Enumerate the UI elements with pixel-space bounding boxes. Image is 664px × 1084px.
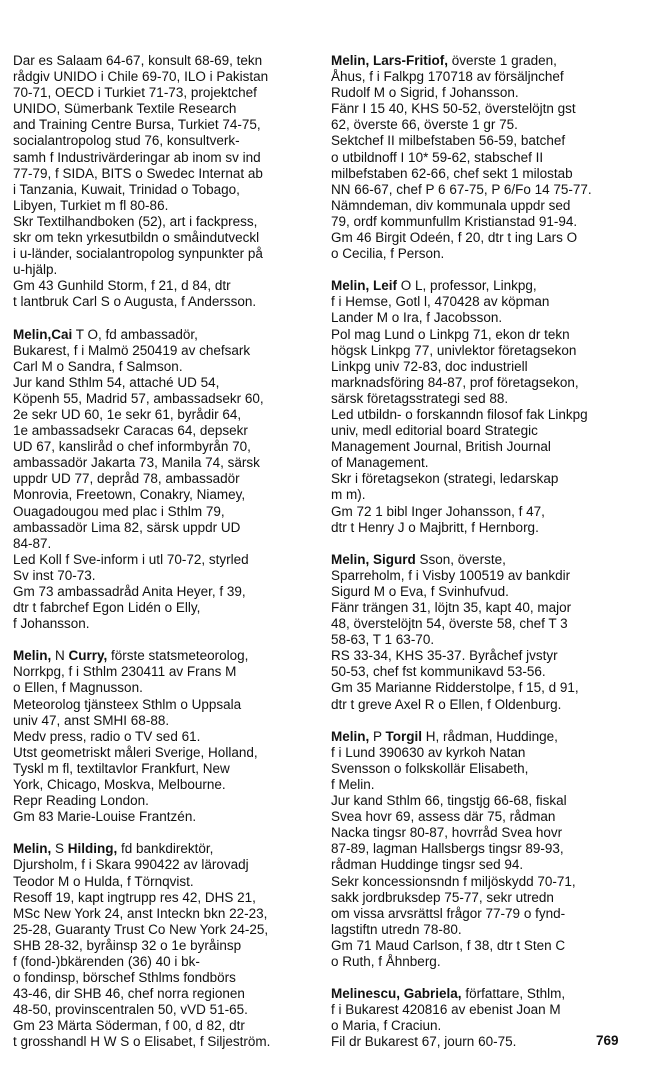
entry-surname: Melin, (331, 728, 370, 744)
entry-line: Djursholm, f i Skara 990422 av lärovadj (13, 857, 249, 873)
entry-heading-rest: H, rådman, Huddinge, (422, 728, 558, 744)
entry-line: 1e ambassadsekr Caracas 64, depsekr (13, 423, 248, 439)
entry-line: Repr Reading London. (13, 793, 149, 809)
entry-line: i u-länder, socialantropolog synpunkter på (13, 246, 263, 262)
entry-line: dtr t greve Axel R o Ellen, f Oldenburg. (331, 696, 562, 712)
entry-heading (13, 648, 313, 664)
entry-line: Gm 43 Gunhild Storm, f 21, d 84, dtr (13, 278, 231, 294)
entry-line: Fänr trängen 31, löjtn 35, kapt 40, major (331, 600, 572, 615)
entry-line: Lander M o Ira, f Jacobsson. (331, 310, 503, 326)
entry-heading (331, 552, 631, 568)
entry-line: o fondinsp, börschef Sthlms fondbörs (13, 970, 236, 986)
entry-line: f i Bukarest 420816 av ebenist Joan M (331, 1002, 561, 1018)
entry-line: f i Lund 390630 av kyrkoh Natan (331, 744, 526, 760)
entry-line: särsk företagsstrategi sed 88. (331, 390, 509, 406)
entry-line: o Cecilia, f Person. (331, 246, 445, 262)
entry-line: 87-89, lagman Hallsbergs tingsr 89-93, (331, 841, 564, 857)
entry-line: 2e sekr UD 60, 1e sekr 61, byrådir 64, (13, 406, 242, 422)
entry-line: Gm 73 ambassadråd Anita Heyer, f 39, (13, 584, 246, 599)
entry-heading (13, 327, 313, 343)
entry-line: Gm 35 Marianne Ridderstolpe, f 15, d 91, (331, 680, 579, 696)
entry-line: t lantbruk Carl S o Augusta, f Andersson. (13, 294, 257, 310)
entry-line: uppdr UD 77, depråd 78, ambassadör (13, 471, 240, 487)
entry-line: Linkpg univ 72-83, doc industriell (331, 358, 528, 374)
entry-line: Norrkpg, f i Sthlm 230411 av Frans M (13, 664, 237, 680)
entry-line: om vissa arvsrättsl frågor 77-79 o fynd- (331, 905, 566, 921)
entry-line: ambassadör Jakarta 73, Manila 74, särsk (13, 455, 260, 471)
entry-line: Resoff 19, kapt ingtrupp res 42, DHS 21, (13, 889, 256, 905)
entry-line: Sigurd M o Eva, f Svinhufvud. (331, 583, 509, 599)
entry-line: Fil dr Bukarest 67, journ 60-75. (331, 1034, 517, 1050)
entry-heading (331, 278, 631, 294)
right-column (331, 53, 631, 1066)
entry-melin-curry (13, 648, 313, 825)
entry-line: MSc New York 24, anst Inteckn bkn 22-23, (13, 905, 268, 921)
entry-line: rådman Huddinge tingsr sed 94. (331, 857, 524, 873)
page-number: 769 (596, 1033, 619, 1048)
entry-line: m m). (331, 487, 366, 503)
entry-line: Rudolf M o Sigrid, f Johansson. (331, 85, 519, 101)
entry-line: Fänr I 15 40, KHS 50-52, överstelöjtn gst (331, 101, 576, 117)
entry-line: i Tanzania, Kuwait, Trinidad o Tobago, (13, 181, 240, 197)
entry-line: u-hjälp. (13, 262, 58, 278)
entry-line: Gm 46 Birgit Odeén, f 20, dtr t ing Lars O (331, 230, 578, 246)
entry-line: RS 33-34, KHS 35-37. Byråchef jvstyr (331, 648, 558, 664)
entry-line: UD 67, kansliråd o chef informbyrån 70, (13, 439, 251, 455)
entry-line: o Ruth, f Åhnberg. (331, 953, 441, 969)
entry-heading-rest: O L, professor, Linkpg, (397, 278, 537, 294)
entry-line: UNIDO, Sümerbank Textile Research (13, 101, 237, 117)
entry-line: f (fond-)bkärenden (36) 40 i bk- (13, 953, 200, 969)
entry-line: skr om tekn yrkesutbildn o småindutveckl (13, 230, 260, 246)
entry-line: t grosshandl H W S o Elisabet, f Siljeström. (13, 1034, 271, 1050)
entry-line: Libyen, Turkiet m fl 80-86. (13, 197, 169, 213)
entry-given-name: Hilding, (67, 841, 118, 857)
entry-line: socialantropolog stud 76, konsultverk- (13, 133, 240, 149)
entry-line: Sekr koncessionsndn f miljöskydd 70-71, (331, 873, 576, 889)
entry-melin-leif (331, 278, 631, 536)
entry-line: Led Koll f Sve-inform i utl 70-72, styrled (13, 551, 249, 567)
entry-line: f Johansson. (13, 616, 90, 632)
entry-line: Jur kand Sthlm 54, attaché UD 54, (13, 374, 220, 390)
entry-line: o Maria, f Craciun. (331, 1018, 442, 1034)
entry-line: Skr Textilhandboken (52), art i fackpress, (13, 213, 258, 229)
entry-line: Nämndeman, div kommunala uppdr sed (331, 197, 571, 213)
entry-line: 84-87. (13, 535, 52, 551)
entry-line: Jur kand Sthlm 66, tingstjg 66-68, fiskal (331, 793, 567, 809)
entry-line: Dar es Salaam 64-67, konsult 68-69, tekn (13, 53, 263, 68)
entry-heading-rest: överste 1 graden, (448, 53, 557, 68)
entry-line: univ, medl editorial board Strategic (331, 423, 538, 439)
entry-line: SHB 28-32, byråinsp 32 o 1e byråinsp (13, 937, 242, 953)
entry-melinescu-gabriela (331, 986, 631, 1050)
entry-line: Management Journal, British Journal (331, 439, 551, 455)
entry-line: and Training Centre Bursa, Turkiet 74-75, (13, 117, 261, 133)
entry-line: 50-53, chef fst kommunikavd 53-56. (331, 664, 546, 680)
entry-line: Gm 71 Maud Carlson, f 38, dtr t Sten C (331, 937, 566, 953)
entry-line: Ouagadougou med plac i Sthlm 79, (13, 503, 225, 519)
entry-line: lagstiftn utredn 78-80. (331, 921, 462, 937)
entry-heading-rest: författare, Sthlm, (461, 986, 566, 1002)
entry-line: f i Hemse, Gotl l, 470428 av köpman (331, 294, 550, 310)
entry-melin-cai (13, 327, 313, 633)
entry-line: 58-63, T 1 63-70. (331, 632, 435, 648)
entry-heading (331, 729, 631, 745)
entry-line: York, Chicago, Moskva, Melbourne. (13, 777, 226, 793)
entry-given-name: Cai (51, 326, 73, 342)
entry-line: Sparreholm, f i Visby 100519 av bankdir (331, 567, 571, 583)
entry-line: Gm 23 Märta Söderman, f 00, d 82, dtr (13, 1018, 245, 1034)
entry-surname: Melinescu, Gabriela, (331, 986, 462, 1002)
entry-heading-rest: T O, fd ambassadör, (72, 326, 198, 342)
entry-line: marknadsföring 84-87, prof företagsekon, (331, 374, 579, 390)
entry-line: dtr t fabrchef Egon Lidén o Elly, (13, 600, 201, 616)
entry-line: dtr t Henry J o Majbritt, f Hernborg. (331, 519, 539, 535)
entry-heading (13, 841, 313, 857)
entry-line: Teodor M o Hulda, f Törnqvist. (13, 873, 194, 889)
entry-melin-sigurd (331, 552, 631, 713)
entry-continuation (13, 53, 313, 311)
entry-line: ambassadör Lima 82, särsk uppdr UD (13, 519, 241, 535)
entry-surname: Melin, (13, 841, 52, 857)
entry-heading-rest: Sson, överste, (415, 551, 506, 567)
entry-given-name: Leif (373, 278, 398, 294)
entry-heading (331, 53, 631, 69)
entry-line: Monrovia, Freetown, Conakry, Niamey, (13, 487, 246, 503)
entry-line: 77-79, f SIDA, BITS o Swedec Internat ab (13, 165, 263, 181)
entry-given-name: Torgil (385, 728, 423, 744)
entry-given-name: Sigurd (373, 551, 416, 567)
entry-heading-rest: fd bankdirektör, (117, 841, 214, 857)
entry-surname: Melin, (331, 278, 370, 294)
entry-line: Skr i företagsekon (strategi, ledarskap (331, 471, 559, 487)
entry-line: Svensson o folkskollär Elisabeth, (331, 760, 529, 776)
entry-line: 43-46, dir SHB 46, chef norra regionen (13, 986, 245, 1002)
entry-line: Åhus, f i Falkpg 170718 av försäljnchef (331, 69, 564, 85)
entry-melin-torgil (331, 729, 631, 970)
entry-line: Bukarest, f i Malmö 250419 av chefsark (13, 342, 251, 358)
entry-line: Svea hovr 69, assess där 75, rådman (331, 809, 556, 825)
entry-line: högsk Linkpg 77, univlektor företagsekon (331, 342, 577, 358)
entry-melin-hilding (13, 841, 313, 1050)
entry-line: 48, överstelöjtn 54, överste 58, chef T 3 (331, 616, 568, 632)
entry-line: Medv press, radio o TV sed 61. (13, 728, 201, 744)
entry-line: 48-50, provinscentralen 50, vVD 51-65. (13, 1002, 248, 1018)
entry-line: samh f Industrivärderingar ab inom sv ind (13, 149, 261, 165)
entry-line: 70-71, OECD i Turkiet 71-73, projektchef (13, 85, 257, 101)
entry-line: Meteorolog tjänsteex Sthlm o Uppsala (13, 696, 242, 712)
entry-line: Gm 72 1 bibl Inger Johansson, f 47, (331, 503, 545, 519)
entry-line: f Melin. (331, 776, 375, 792)
entry-line: of Management. (331, 455, 429, 471)
entry-line: Gm 83 Marie-Louise Frantzén. (13, 809, 197, 825)
entry-line: Tyskl m fl, textiltavlor Frankfurt, New (13, 760, 230, 776)
entry-given-name: Curry, (68, 648, 108, 664)
entry-line: univ 47, anst SMHI 68-88. (13, 712, 170, 728)
entry-surname: Melin, (331, 53, 370, 68)
entry-line: NN 66-67, chef P 6 67-75, P 6/Fo 14 75-77. (331, 181, 592, 197)
entry-surname: Melin, (13, 326, 52, 342)
entry-given-prefix: N (51, 648, 69, 664)
entry-line: Köpenh 55, Madrid 57, ambassadsekr 60, (13, 390, 264, 406)
entry-heading-rest: förste statsmeteorolog, (107, 648, 249, 664)
entry-given-prefix: P (369, 728, 386, 744)
entry-melin-lars-fritiof (331, 53, 631, 262)
entry-line: rådgiv UNIDO i Chile 69-70, ILO i Pakistan (13, 69, 269, 85)
entry-surname: Melin, (331, 551, 370, 567)
entry-line: milbefstaben 62-66, chef sekt 1 milostab (331, 165, 573, 181)
entry-surname: Melin, (13, 648, 52, 664)
entry-line: Sektchef II milbefstaben 56-59, batchef (331, 133, 566, 149)
entry-heading (331, 986, 631, 1002)
entry-line: Sv inst 70-73. (13, 567, 96, 583)
entry-line: 62, överste 66, överste 1 gr 75. (331, 117, 518, 133)
entry-line: Nacka tingsr 80-87, hovrråd Svea hovr (331, 825, 563, 841)
entry-line: o Ellen, f Magnusson. (13, 680, 143, 696)
entry-line: Utst geometriskt måleri Sverige, Holland, (13, 744, 258, 760)
entry-line: 79, ordf kommunfullm Kristianstad 91-94. (331, 213, 578, 229)
entry-line: Pol mag Lund o Linkpg 71, ekon dr tekn (331, 326, 570, 342)
entry-given-name: Lars-Fritiof, (373, 53, 449, 68)
left-column (13, 53, 313, 1067)
entry-line: Carl M o Sandra, f Salmson. (13, 358, 183, 374)
entry-line: 25-28, Guaranty Trust Co New York 24-25, (13, 921, 269, 937)
entry-line: Led utbildn- o forskanndn filosof fak Linkpg (331, 406, 588, 422)
entry-line: sakk jordbruksdep 75-77, sekr utredn (331, 889, 554, 905)
entry-line: o utbildnoff I 10* 59-62, stabschef II (331, 149, 544, 165)
entry-given-prefix: S (51, 841, 68, 857)
